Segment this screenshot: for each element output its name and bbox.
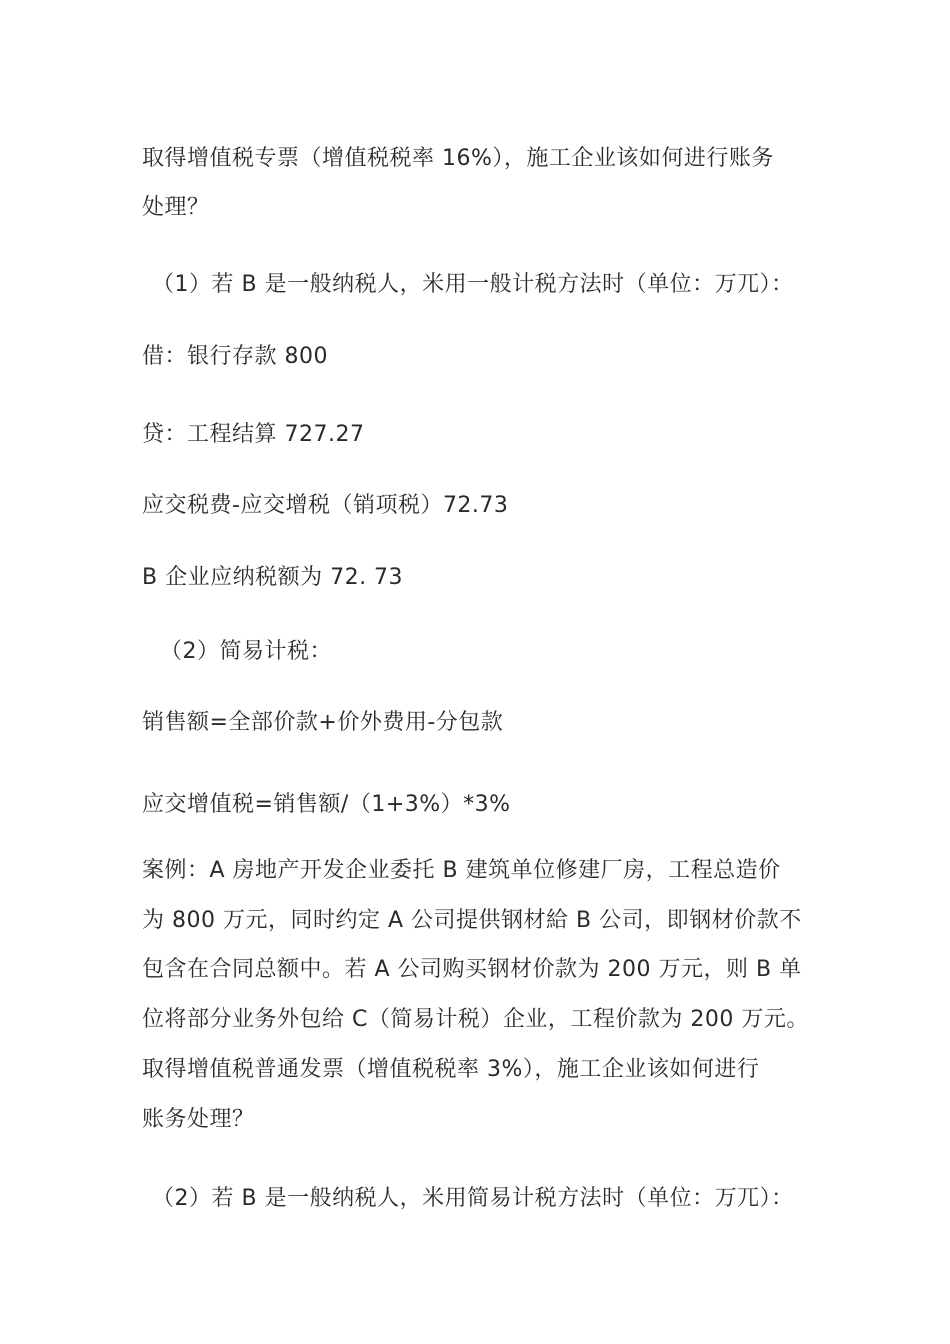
- paragraph-line: 账务处理？: [142, 1107, 255, 1132]
- formula-line: 销售额=全部价款+价外费用-分包款: [142, 710, 504, 735]
- tax-payable-statement: B 企业应纳税额为 72. 73: [142, 565, 404, 590]
- section-heading: （2）简易计税：: [160, 639, 332, 664]
- paragraph-line: 处理？: [142, 195, 210, 220]
- section-heading: （2）若 B 是一般纳税人，米用简易计税方法时（单位：万兀）：: [152, 1186, 794, 1211]
- paragraph-line: 案例：A 房地产开发企业委托 B 建筑单位修建厂房，工程总造价: [142, 858, 781, 883]
- formula-line: 应交增值税=销售额/（1+3%）*3%: [142, 792, 511, 817]
- paragraph-line: 位将部分业务外包给 C（简易计税）企业，工程价款为 200 万元。: [142, 1007, 809, 1032]
- paragraph-line: 包含在合同总额中。若 A 公司购买钢材价款为 200 万元，则 B 单: [142, 957, 802, 982]
- paragraph-line: 取得增值税普通发票（增值税税率 3%），施工企业该如何进行: [142, 1057, 760, 1082]
- journal-entry-credit: 贷：工程结算 727.27: [142, 422, 365, 447]
- paragraph-line: 为 800 万元，同时约定 A 公司提供钢材給 B 公司，即钢材价款不: [142, 908, 802, 933]
- journal-entry-debit: 借：银行存款 800: [142, 344, 328, 369]
- section-heading: （1）若 B 是一般纳税人，米用一般计税方法时（单位：万兀）：: [152, 272, 794, 297]
- journal-entry-credit-tax: 应交税费-应交增税（销项税）72.73: [142, 493, 509, 518]
- paragraph-line: 取得增值税专票（增值税税率 16%），施工企业该如何进行账务: [142, 146, 774, 171]
